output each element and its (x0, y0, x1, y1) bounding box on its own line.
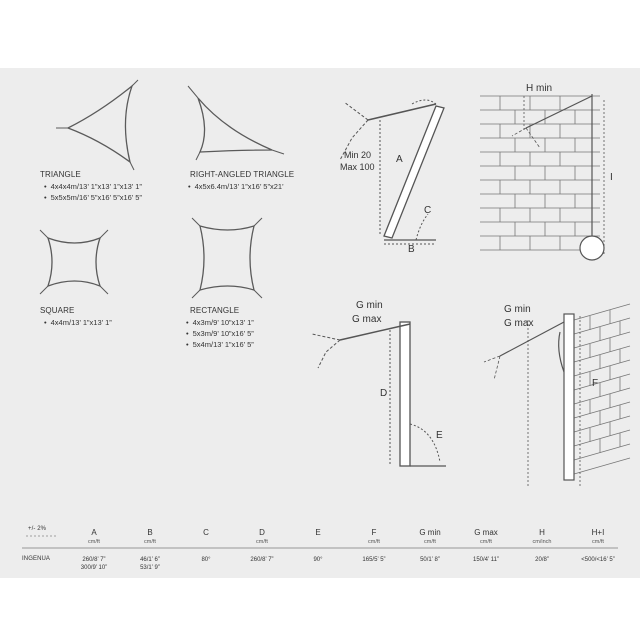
shape-title-rectangle: RECTANGLE (190, 306, 240, 315)
list-item: • 4x4x4m/13’ 1”x13’ 1”x13’ 1” (44, 181, 142, 192)
table-unit: cm/ft (256, 539, 268, 545)
shape-title-square: SQUARE (40, 306, 75, 315)
table-header: G max (474, 528, 498, 537)
right-triangle-shade-shape (198, 98, 272, 152)
shape-title-right-triangle: RIGHT-ANGLED TRIANGLE (190, 170, 295, 179)
label-g-max-2: G max (504, 318, 534, 329)
table-cell-value: 46/1’ 6” (140, 557, 160, 563)
label-g-min: G min (356, 300, 383, 311)
table-header: B (147, 528, 153, 537)
right-triangle-sizes-list (188, 181, 284, 192)
table-unit: cm/ft (480, 539, 492, 545)
row-label: INGENUA (22, 556, 51, 562)
table-unit: cm/ft (424, 539, 436, 545)
square-shade-shape (48, 238, 100, 286)
label-i: I (610, 172, 613, 183)
table-cell-value: 20/8” (535, 557, 549, 563)
table-header: F (371, 528, 377, 537)
list-item: • 5x4m/13’ 1”x16’ 5” (186, 339, 254, 350)
table-cell-value: 260/8’ 7” (82, 557, 106, 563)
table-unit: cm/ft (592, 539, 604, 545)
triangle-shade-shape (68, 86, 132, 162)
table-cell-value: <500/<16’ 5” (581, 557, 615, 563)
list-item: • 5x5x5m/16’ 5”x16’ 5”x16’ 5” (44, 192, 142, 203)
table-cell-value: 260/8’ 7” (250, 557, 274, 563)
table-header: G min (419, 528, 441, 537)
table-header: H+I (591, 528, 605, 537)
table-unit: cm/inch (532, 539, 552, 545)
table-cell (176, 556, 236, 564)
vertical-pole-diagram (312, 322, 446, 466)
table-header: A (91, 528, 97, 537)
table-cell (400, 556, 460, 564)
table-cell (288, 556, 348, 564)
table-cell-value: 165/5’ 5” (362, 557, 386, 563)
table-header: D (259, 528, 265, 537)
table-cell (456, 556, 516, 564)
table-cell-value: 50/1’ 8” (420, 557, 440, 563)
label-e: E (436, 430, 443, 441)
tolerance-label: +/- 2% (28, 526, 47, 532)
table-unit: cm/ft (368, 539, 380, 545)
label-max: Max 100 (340, 162, 375, 172)
table-cell (120, 556, 180, 572)
label-g-max: G max (352, 314, 382, 325)
label-g-min-2: G min (504, 304, 531, 315)
list-item: • 5x3m/9’ 10”x16’ 5” (186, 328, 254, 339)
table-cell (568, 556, 628, 564)
table-cell-value: 53/1’ 9” (140, 565, 160, 571)
list-item: • 4x3m/9’ 10”x13’ 1” (186, 317, 254, 328)
label-c: C (424, 205, 432, 216)
table-cell (512, 556, 572, 564)
table-cell (64, 556, 124, 572)
list-item: • 4x4m/13’ 1”x13’ 1” (44, 317, 112, 328)
table-header: H (539, 528, 545, 537)
table-cell-value: 300/9’ 10” (80, 565, 108, 571)
triangle-sizes-list (44, 181, 142, 203)
table-cell-value: 90° (313, 557, 323, 563)
table-cell (344, 556, 404, 564)
table-cell-value: 80° (201, 557, 211, 563)
table-cell-value: 150/4’ 11” (472, 557, 500, 563)
label-h-min: H min (526, 83, 553, 94)
table-cell (232, 556, 292, 564)
square-sizes-list (44, 317, 112, 328)
label-f: F (592, 378, 599, 389)
label-min: Min 20 (344, 150, 372, 160)
label-a: A (396, 154, 403, 165)
list-item: • 4x5x6.4m/13’ 1”x16’ 5”x21’ (188, 181, 284, 192)
table-unit: cm/ft (144, 539, 156, 545)
table-header: C (203, 528, 209, 537)
wall-mount-top-diagram (480, 94, 604, 260)
table-unit: cm/ft (88, 539, 100, 545)
label-b: B (408, 244, 415, 255)
table-header: E (315, 528, 321, 537)
inclined-pole-diagram (340, 100, 444, 244)
label-d: D (380, 388, 388, 399)
shape-title-triangle: TRIANGLE (40, 170, 81, 179)
wall-mount-side-diagram (484, 304, 630, 488)
rectangle-sizes-list (186, 317, 254, 350)
rectangle-shade-shape (200, 226, 254, 290)
